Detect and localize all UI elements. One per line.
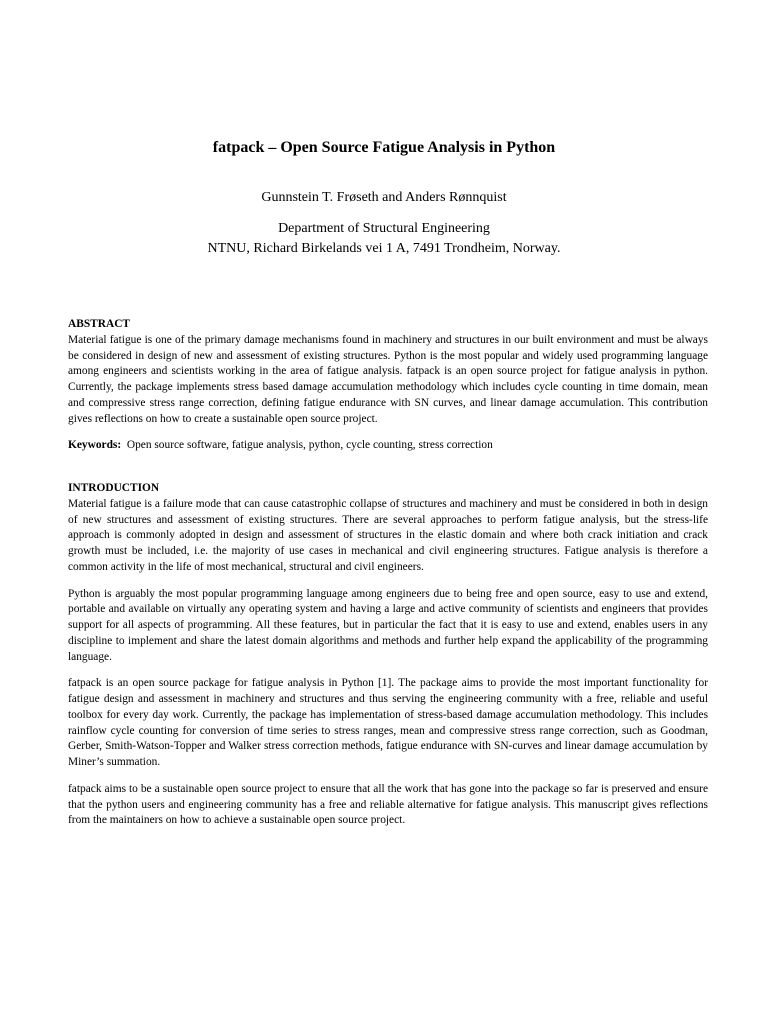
intro-paragraph-2: Python is arguably the most popular programming language among engineers due to being free and open source, easy to use and extend, portable and available on virtually any operating system and having a large and active community of scientists and engineers that provides support for all aspects of programming. All these features, but in particular the fact that it is easy to use and extend, enables users in any discipline to implement and share the latest domain algorithms and methods and further help expand the applicability of the programming language. bbox=[68, 587, 708, 663]
abstract-heading: ABSTRACT bbox=[68, 318, 131, 330]
paper-authors: Gunnstein T. Frøseth and Anders Rønnquist bbox=[261, 190, 507, 205]
keywords-row bbox=[68, 438, 708, 454]
keywords-label: Keywords: bbox=[68, 439, 122, 452]
affiliation-address: NTNU, Richard Birkelands vei 1 A, 7491 Trondheim, Norway. bbox=[207, 241, 561, 256]
paper-body bbox=[68, 317, 708, 829]
introduction-heading: INTRODUCTION bbox=[68, 482, 160, 494]
paper-title: fatpack – Open Source Fatigue Analysis in Python bbox=[212, 139, 556, 156]
intro-paragraph-3: fatpack is an open source package for fatigue analysis in Python [1]. The package aims to provide the most important functionality for fatigue design and assessment in machinery and structures and thus serving the engineering community with a free, reliable and useful toolbox for every day work. Currently, the package has implementation of stress-based damage accumulation methodology. This includes rainflow cycle counting for conversion of time series to stress ranges, mean and compressive stress range correction, such as Goodman, Gerber, Smith-Watson-Topper and Walker stress correction methods, fatigue endurance with SN-curves and linear damage accumulation by Miner’s summation. bbox=[68, 677, 708, 768]
intro-paragraph-4: fatpack aims to be a sustainable open source project to ensure that all the work that has gone into the package so far is preserved and ensure that the python users and engineering community has a free and reliable alternative for fatigue analysis. This manuscript gives reflections from the maintainers on how to achieve a sustainable open source project. bbox=[68, 782, 708, 827]
intro-paragraph-1: Material fatigue is a failure mode that can cause catastrophic collapse of structures and machinery and must be considered in both in design of new structures and assessment of existing structures. There are several approaches to perform fatigue analysis, but the stress-life approach is commonly adopted in design and assessment of structures in the elastic domain and where both crack initiation and crack growth must be included, i.e. the majority of use cases in mechanical and civil engineering structures. Fatigue analysis is therefore a common activity in the life of most mechanical, structural and civil engineers. bbox=[68, 497, 708, 573]
affiliation bbox=[0, 219, 768, 259]
abstract-text: Material fatigue is one of the primary damage mechanisms found in machinery and structures in our built environment and must be always be considered in design of new and assessment of existing structures. Python is the most popular and widely used programming language among engineers and scientists working in the area of fatigue analysis. fatpack is an open source project for fatigue analysis in python. Currently, the package implements stress based damage accumulation methodology which includes cycle counting in time domain, mean and compressive stress range correction, defining fatigue endurance with SN curves, and linear damage accumulation. This contribution gives reflections on how to create a sustainable open source project. bbox=[68, 333, 708, 425]
keywords-text: Open source software, fatigue analysis, python, cycle counting, stress correction bbox=[126, 439, 493, 452]
affiliation-department: Department of Structural Engineering bbox=[278, 221, 490, 236]
